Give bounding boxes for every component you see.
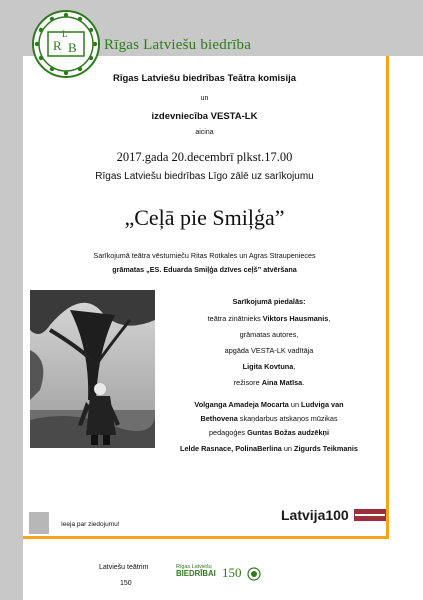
invites-line: aicina bbox=[195, 129, 214, 136]
participants-heading: Sarīkojumā piedalās: bbox=[232, 297, 306, 306]
organization-name: Rīgas Latviešu biedrība bbox=[104, 37, 252, 53]
event-description: Sarīkojumā teātra vēsturnieču Ritas Rotkales un Agras Straupenieces bbox=[93, 251, 316, 260]
gray-square-marker bbox=[29, 512, 49, 534]
book-launch-line: grāmatas „ES. Eduarda Smiļģa dzīves ceļš” atvēršana bbox=[112, 265, 297, 274]
rlb-logo-emblem bbox=[32, 10, 100, 78]
event-title: „Ceļā pie Smiļģa” bbox=[124, 205, 285, 230]
rlb-150-number: 150 bbox=[222, 565, 242, 580]
historical-photo bbox=[30, 290, 155, 448]
event-datetime: 2017.gada 20.decembrī plkst.17.00 bbox=[116, 150, 293, 164]
participant-kovtuna: Ligita Kovtuna, bbox=[242, 362, 296, 371]
latvija-100-badge bbox=[281, 506, 386, 524]
latvija-100-text: Latvija100 bbox=[281, 507, 349, 523]
organizer-line: Rīgas Latviešu biedrības Teātra komisija bbox=[112, 73, 297, 84]
participant-hausmanis: teātra zinātnieks Viktors Hausmanis, bbox=[207, 314, 331, 323]
participant-matisa: režisore Aina Matīsa. bbox=[233, 378, 305, 387]
small-emblem-icon bbox=[247, 567, 261, 581]
event-venue: Rīgas Latviešu biedrības Līgo zālē uz sarīkojumu bbox=[95, 171, 314, 182]
logo-letter-b: B bbox=[68, 40, 77, 55]
logo-letter-r: R bbox=[53, 38, 62, 53]
logo-letter-l: L bbox=[62, 29, 68, 39]
conjunction-line: un bbox=[200, 95, 209, 102]
participant-authors: grāmatas autores, bbox=[239, 330, 299, 339]
music-line-2: Bethovena skaņdarbus atskaņos mūzikas bbox=[200, 414, 338, 423]
rlb-150-logo-small: Rīgas Latviešu bbox=[176, 564, 212, 570]
music-line-3: pedagoģes Guntas Božas audzēkņi bbox=[208, 428, 330, 437]
publisher-line: izdevniecība VESTA-LK bbox=[151, 111, 258, 122]
rlb-150-logo-big: BIEDRĪBAI bbox=[176, 569, 216, 579]
latvian-flag-icon bbox=[354, 509, 386, 521]
left-gray-band bbox=[0, 0, 23, 600]
footer-theatre-line: Latviešu teātrim bbox=[99, 564, 149, 571]
music-line-4: Lelde Rasnace, PolinaBerlina un Zigurds Teikmanis bbox=[180, 444, 358, 453]
music-line-1: Volganga Amadeja Mocarta un Ludviga van bbox=[194, 400, 344, 409]
participant-director-role: apgāda VESTA-LK vadītāja bbox=[224, 346, 314, 355]
rlb-150-logo bbox=[176, 565, 218, 578]
footer-theatre-years: 150 bbox=[120, 580, 132, 587]
entry-donation-note: Ieeja par ziedojumu! bbox=[61, 521, 120, 528]
